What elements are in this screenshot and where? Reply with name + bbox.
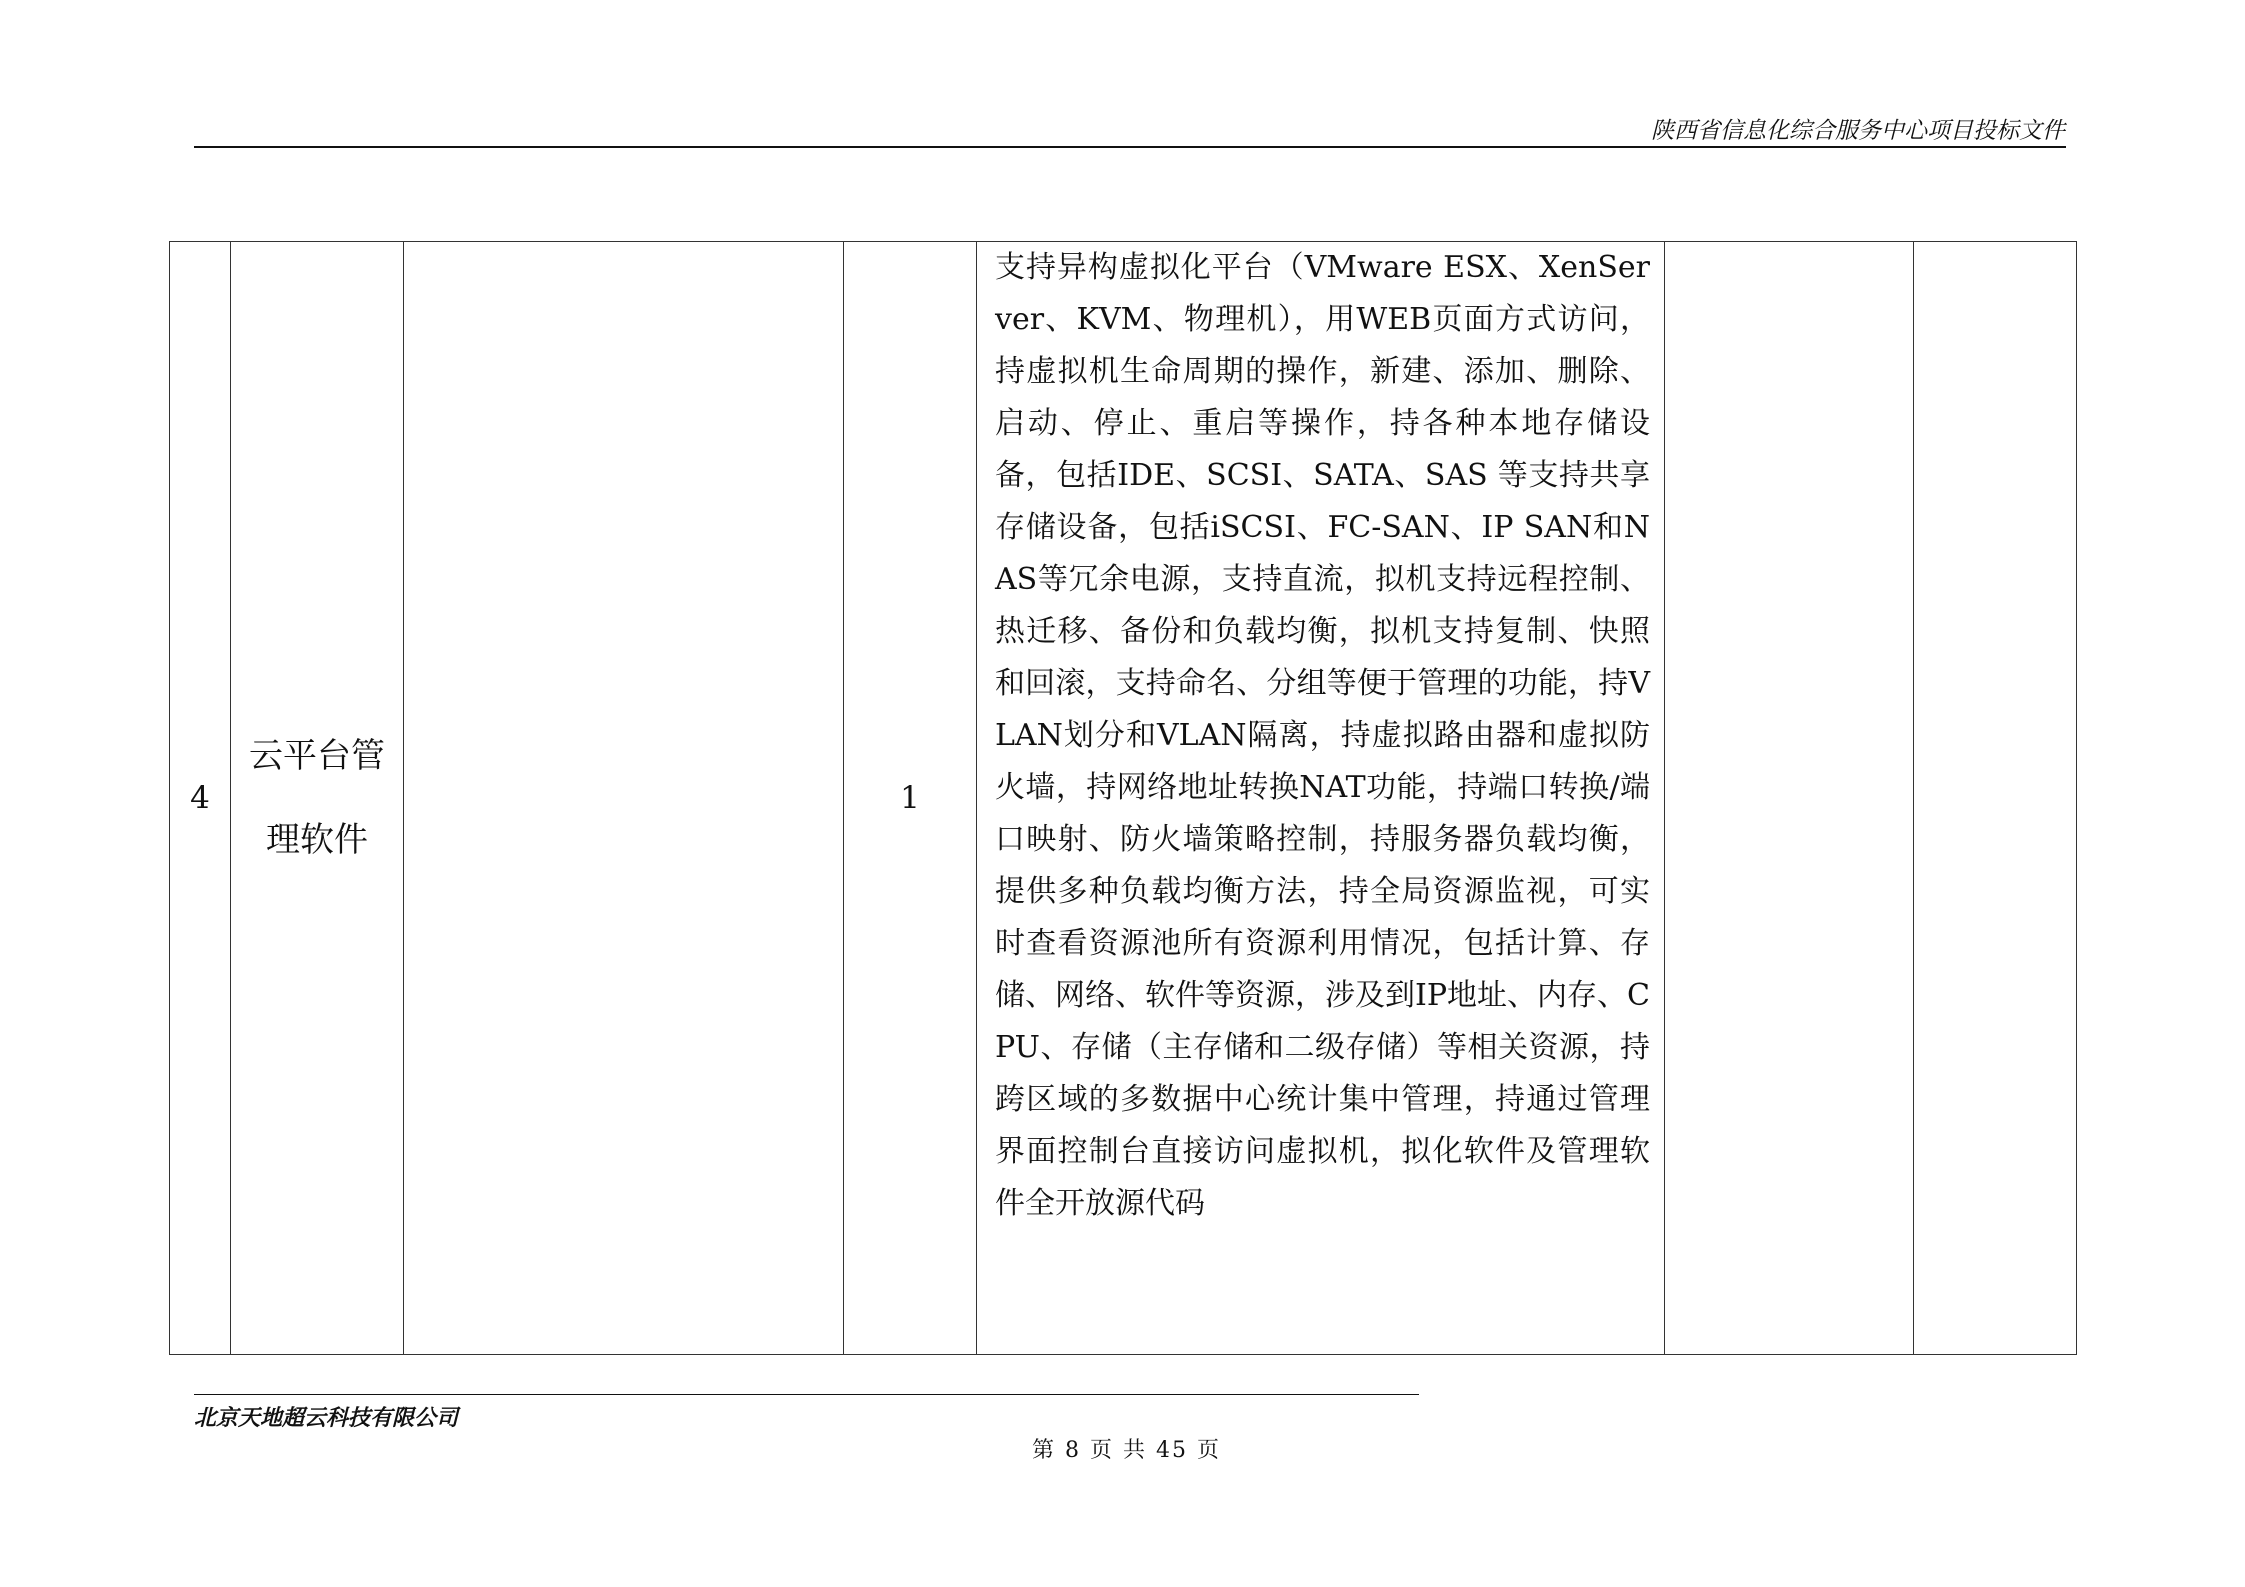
product-name-line1: 云平台管 xyxy=(249,736,385,776)
product-name xyxy=(231,242,404,1355)
spec-table xyxy=(169,241,2077,1355)
page-number: 第 8 页 共 45 页 xyxy=(1032,1438,1221,1463)
spec-text: 支持异构虚拟化平台（VMware ESX、XenServer、KVM、物理机），用WEB页面方式访问，持虚拟机生命周期的操作，新建、添加、删除、启动、停止、重启等操作，持各种本地存储设备，包括IDE、SCSI、SATA、SAS 等支持共享存储设备，包括iSCSI、FC-SAN、IP SAN和NAS等冗余电源，支持直流，拟机支持远程控制、热迁移、备份和负载均衡，拟机支持复制、快照和回滚，支持命名、分组等便于管理的功能，持VLAN划分和VLAN隔离，持虚拟路由器和虚拟防火墙，持网络地址转换NAT功能，持端口转换/端口映射、防火墙策略控制，持服务器负载均衡，提供多种负载均衡方法，持全局资源监视，可实时查看资源池所有资源利用情况，包括计算、存储、网络、软件等资源，涉及到IP地址、内存、CPU、存储（主存储和二级存储）等相关资源，持跨区域的多数据中心统计集中管理，持通过管理界面控制台直接访问虚拟机，拟化软件及管理软件全开放源代码 xyxy=(995,250,1650,1221)
empty-cell-6 xyxy=(1665,242,1914,1355)
footer-divider xyxy=(194,1394,1419,1395)
footer-company-name: 北京天地超云科技有限公司 xyxy=(194,1406,459,1431)
product-name-line2: 理软件 xyxy=(266,820,368,860)
quantity-cell: 1 xyxy=(844,242,977,1355)
spec-cell xyxy=(977,242,1665,1355)
empty-cell-7 xyxy=(1914,242,2077,1355)
brand-cell xyxy=(404,242,844,1355)
table-row xyxy=(170,242,2077,1355)
document-header-title: 陕西省信息化综合服务中心项目投标文件 xyxy=(1651,118,2065,144)
header-divider xyxy=(194,146,2066,148)
row-number: 4 xyxy=(170,242,231,1355)
